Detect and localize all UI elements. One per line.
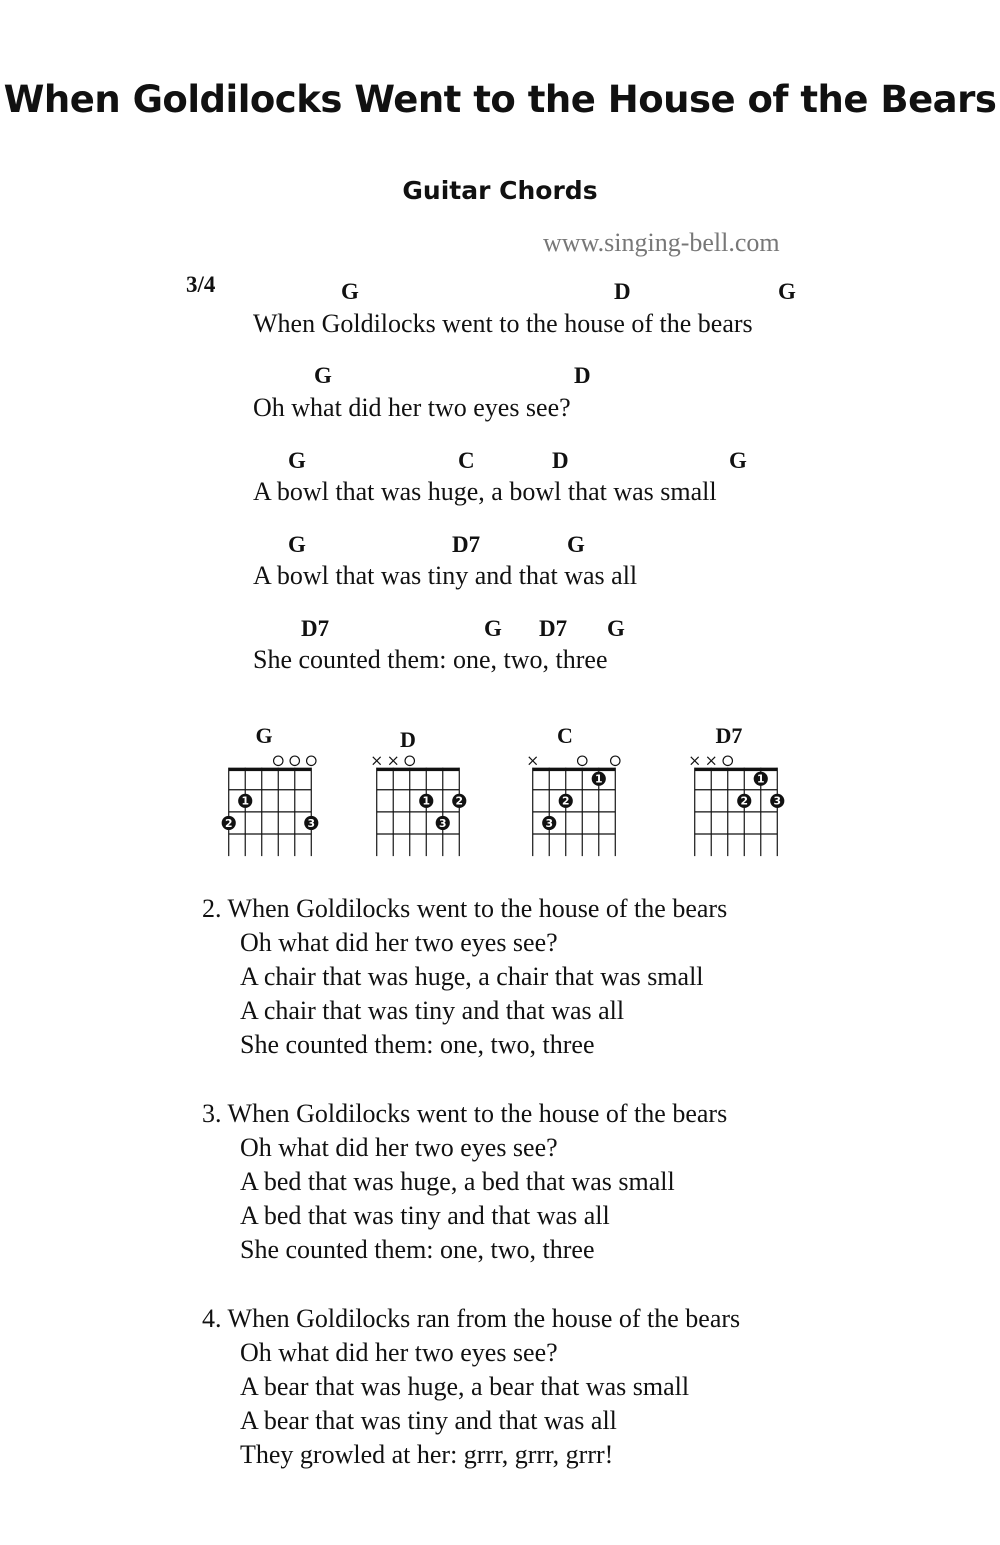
lyric-line: When Goldilocks went to the house of the bears xyxy=(253,309,753,338)
lyric-line: A bowl that was tiny and that was all xyxy=(253,561,638,590)
chord-label: G xyxy=(288,448,306,473)
chord-label: D xyxy=(574,363,591,388)
chord-label: G xyxy=(288,532,306,557)
time-signature: 3/4 xyxy=(186,272,216,297)
chord-diagram-svg xyxy=(525,748,623,862)
open-string-marker xyxy=(405,756,414,765)
page-subtitle: Guitar Chords xyxy=(402,176,598,205)
chord-diagram-d7 xyxy=(687,748,785,862)
verse-line: A bear that was tiny and that was all xyxy=(240,1406,617,1435)
verse-number: 3. xyxy=(202,1099,222,1128)
finger-number: 3 xyxy=(439,816,447,830)
lyric-line: She counted them: one, two, three xyxy=(253,645,608,674)
muted-string-marker xyxy=(373,757,381,765)
open-string-marker xyxy=(723,756,732,765)
finger-number: 3 xyxy=(545,816,553,830)
nut xyxy=(229,768,312,771)
chord-label: G xyxy=(341,279,359,304)
chord-diagram-svg xyxy=(369,748,467,862)
verse-line: Oh what did her two eyes see? xyxy=(240,1338,558,1367)
lyric-line: A bowl that was huge, a bowl that was small xyxy=(253,477,717,506)
finger-number: 3 xyxy=(307,816,316,830)
chord-label: G xyxy=(729,448,747,473)
chord-diagram-svg xyxy=(221,748,319,862)
finger-number: 2 xyxy=(455,794,464,808)
verse-line: She counted them: one, two, three xyxy=(240,1030,595,1059)
chord-diagram-name: G xyxy=(255,723,273,748)
page-title: When Goldilocks Went to the House of the Bears xyxy=(3,78,997,121)
chord-diagram-name: D7 xyxy=(715,723,743,748)
verse-line: They growled at her: grrr, grrr, grrr! xyxy=(240,1440,614,1469)
open-string-marker xyxy=(290,756,299,765)
muted-string-marker xyxy=(389,757,397,765)
chord-diagram-svg xyxy=(687,748,785,862)
muted-string-marker xyxy=(529,757,537,765)
chord-label: D xyxy=(552,448,569,473)
open-string-marker xyxy=(274,756,283,765)
muted-string-marker xyxy=(691,757,699,765)
open-string-marker xyxy=(611,756,620,765)
chord-label: G xyxy=(607,616,625,641)
verse-line: A bed that was tiny and that was all xyxy=(240,1201,610,1230)
open-string-marker xyxy=(578,756,587,765)
open-string-marker xyxy=(307,756,316,765)
chord-label: D7 xyxy=(301,616,330,641)
verse-number: 4. xyxy=(202,1304,222,1333)
finger-number: 2 xyxy=(561,794,570,808)
chord-diagram-d xyxy=(369,748,467,862)
chord-label: C xyxy=(458,448,475,473)
chord-diagram-g xyxy=(221,748,319,862)
verse-line: A chair that was tiny and that was all xyxy=(240,996,625,1025)
chord-label: D xyxy=(614,279,631,304)
chord-label: D7 xyxy=(452,532,481,557)
verse-line: A bear that was huge, a bear that was small xyxy=(240,1372,690,1401)
chord-label: G xyxy=(567,532,585,557)
chord-diagram-c xyxy=(525,748,623,862)
muted-string-marker xyxy=(707,757,715,765)
finger-number: 3 xyxy=(773,794,782,808)
nut xyxy=(695,768,778,771)
verse-line: A chair that was huge, a chair that was small xyxy=(240,962,704,991)
chord-label: D7 xyxy=(539,616,568,641)
chord-label: G xyxy=(484,616,502,641)
finger-number: 2 xyxy=(224,816,233,830)
chord-label: G xyxy=(314,363,332,388)
nut xyxy=(377,768,460,771)
verse-line: Oh what did her two eyes see? xyxy=(240,928,558,957)
lyric-line: Oh what did her two eyes see? xyxy=(253,393,571,422)
verse-line: When Goldilocks went to the house of the bears xyxy=(227,1099,728,1128)
verse-line: A bed that was huge, a bed that was small xyxy=(240,1167,675,1196)
chord-label: G xyxy=(778,279,796,304)
finger-number: 1 xyxy=(757,772,765,786)
finger-number: 1 xyxy=(595,772,603,786)
verse-line: When Goldilocks ran from the house of the bears xyxy=(227,1304,741,1333)
verse-line: Oh what did her two eyes see? xyxy=(240,1133,558,1162)
chord-diagram-name: C xyxy=(557,723,573,748)
finger-number: 1 xyxy=(422,794,431,808)
verse-line: When Goldilocks went to the house of the bears xyxy=(227,894,728,923)
chord-diagram-name: D xyxy=(400,727,416,752)
finger-number: 1 xyxy=(241,794,249,808)
website-url[interactable]: www.singing-bell.com xyxy=(543,228,780,257)
nut xyxy=(533,768,616,771)
verse-line: She counted them: one, two, three xyxy=(240,1235,595,1264)
finger-number: 2 xyxy=(740,794,749,808)
verse-number: 2. xyxy=(202,894,222,923)
